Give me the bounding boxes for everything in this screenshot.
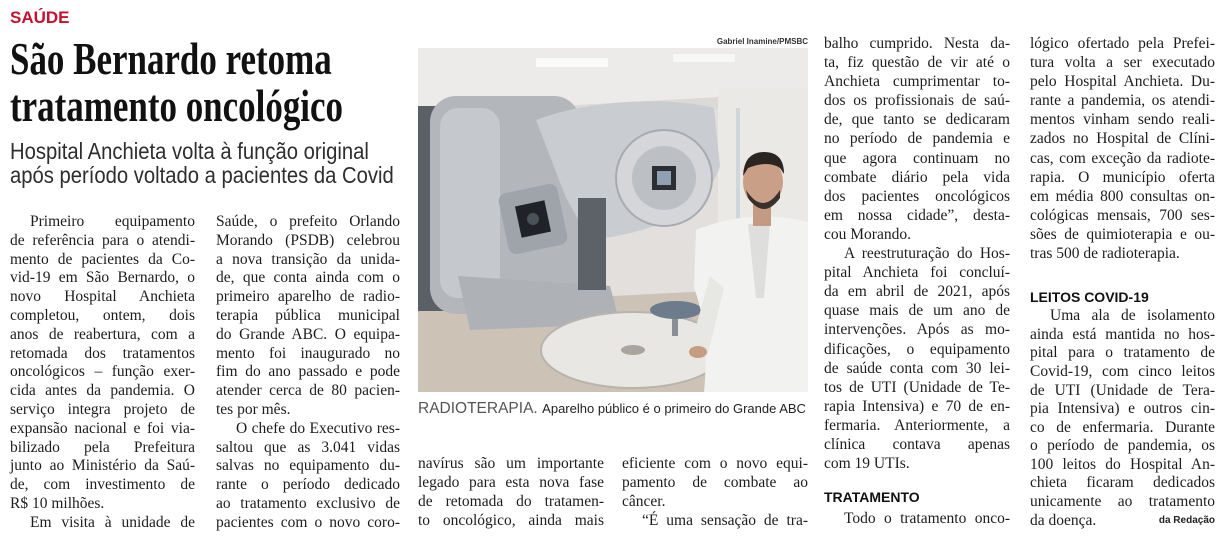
text-line: o período de pandemia, os [1030,437,1215,455]
text-line: expansão nacional e foi via- [10,419,195,437]
section-label: SAÚDE [10,8,70,27]
paragraph [824,34,1010,244]
paragraph [10,213,195,514]
text-line: co de enfermaria. Durante [1030,418,1215,436]
subsection-heading-tratamento: TRATAMENTO [824,489,920,506]
text-line: terapia pública municipal [216,306,400,324]
text-line: navírus são um importante [418,455,604,472]
text-line: em nossa cidade”, desta- [824,206,1010,224]
caption-label: RADIOTERAPIA. [418,400,538,417]
text-line: ainda está mantida no hos- [1030,325,1215,343]
text-line: com 19 UTIs. [824,455,910,473]
text-line: zados no Hospital de Clíni- [1030,130,1215,148]
text-line: anos de reabertura, com a [10,325,195,343]
text-line: Uma ala de isolamento [1050,307,1215,325]
text-line: dos os profissionais de saú- [824,92,1010,110]
photo-credit: Gabriel Inamine/PMSBC [716,37,808,46]
photo-illustration [418,48,808,392]
text-line: unicamente ao tratamento [1030,493,1215,511]
text-line: completou, ontem, dois [10,306,195,324]
text-line: mento de pacientes da Co- [10,250,195,268]
text-line: eficiente com o novo equi- [622,455,808,472]
caption-text: Aparelho público é o primeiro do Grande ABC [542,401,806,416]
text-line: Covid-19, com cinco leitos [1030,362,1215,380]
headline [10,35,448,129]
treatment-head [616,130,712,226]
paragraph [622,511,808,530]
text-line: intervenções. Após as mo- [824,321,1010,339]
column-1 [10,213,195,533]
paragraph [1030,34,1215,263]
text-line: mento foi inaugurado no [216,344,400,362]
text-line: primeiro aparelho de radio- [216,288,400,306]
paragraph [824,244,1010,473]
text-line: tras 500 de radioterapia. [1030,245,1180,263]
text-line: que agora continuam no [824,149,1010,167]
headline-line: tratamento oncológico [10,80,344,131]
column-6 [1030,34,1215,530]
paragraph [216,420,400,533]
text-line: O chefe do Executivo res- [236,419,400,437]
text-line: da doença. [1030,511,1097,529]
text-line: dificações, o equipamento [824,340,1010,358]
text-line: pia Intensiva) e outros cin- [1030,400,1215,418]
text-line: novo Hospital Anchieta [10,288,195,306]
text-line: pacientes com o novo coro- [216,513,400,531]
text-line: do Grande ABC. O equipa- [216,325,400,343]
text-line: Primeiro equipamento [30,213,195,230]
text-line: câncer. [622,493,666,510]
text-line: R$ 10 milhões. [10,494,105,512]
text-line: A reestruturação do Hos- [844,245,1010,263]
text-line: de retomada do tratamen- [418,493,604,510]
headline-line: São Bernardo retoma [10,33,332,84]
text-line: tura volta a ser executado [1030,54,1215,72]
text-line: mentos vinham sendo reali- [1030,111,1215,129]
text-line: tes por mês. [216,400,291,418]
byline: da Redação [1158,515,1215,526]
text-line: Anchieta cumprimentar to- [824,73,1010,91]
text-line: de referência para o atendi- [10,231,195,249]
text-line: Saúde, o prefeito Orlando [216,213,400,230]
subsection-heading-leitos: LEITOS COVID-19 [1030,289,1149,306]
text-line: pital para o tratamento de [1030,344,1215,362]
text-line: quase mais de um ano de [824,302,1010,320]
text-line: atender cerca de 80 pacien- [216,382,400,400]
text-line: Todo o tratamento onco- [844,510,1010,528]
text-line: pamento de combate ao [622,474,808,491]
text-line: combate diário pela vida [824,168,1010,186]
text-line: de, que conta ainda com o [216,269,400,287]
text-line: retomada dos tratamentos [10,344,195,362]
text-line: fim do ano passado e pode [216,363,400,381]
text-line: no período de pandemia e [824,130,1010,148]
text-line: sões de quimioterapia e ou- [1030,225,1215,243]
text-line: to oncológico, ainda mais [418,512,604,529]
text-line: de, com investimento de [10,476,195,494]
subheadline-line: após período voltado a pacientes da Covid [10,162,394,188]
text-line: rapia. O município oferta [1030,168,1215,186]
paragraph [622,454,808,511]
text-line: tos de UTI (Unidade de Te- [824,378,1010,396]
text-line: saltou que as 3.041 vidas [216,438,400,456]
paragraph [418,454,604,530]
subheadline [10,139,446,187]
text-line: pital Anchieta foi concluí- [824,264,1010,282]
text-line: rante o período dedicado [216,476,400,494]
text-line: dos pacientes oncológicos [824,187,1010,205]
text-line: ta, fiz questão de vir até o [824,54,1010,72]
paragraph [824,509,1010,528]
text-line: a nova transição da unida- [216,250,400,268]
text-line: rante a pandemia, os atendi- [1030,92,1215,110]
text-line: clínica contava apenas [824,435,1010,453]
text-line: vid-19 em São Bernardo, o [10,269,195,287]
paragraph [216,213,400,420]
text-line: legado para esta nova fase [418,474,604,491]
imager-panel [497,182,569,255]
column-4 [622,454,808,530]
text-line: bilizado pela Prefeitura [10,438,195,456]
text-line: salvas no equipamento du- [216,457,400,475]
text-line: de saúde conta com 30 lei- [824,359,1010,377]
text-line: fermaria. Anteriormente, a [824,416,1010,434]
text-line: rapia Intensiva) e 70 de en- [824,397,1010,415]
text-line: cou Morando. [824,225,911,243]
column-3 [418,454,604,530]
paragraph [1030,307,1215,530]
text-line: Morando (PSDB) celebrou [216,231,400,249]
column-5 [824,34,1010,528]
text-line: ao tratamento exclusivo de [216,494,400,512]
text-line: 100 leitos do Hospital An- [1030,455,1215,473]
text-line: de, que tanto se dedicaram [824,111,1010,129]
text-line: da em abril de 2021, após [824,283,1010,301]
text-line: serviço integra projeto de [10,400,195,418]
text-line: junto ao Ministério da Saú- [10,457,195,475]
text-line: “É uma sensação de tra- [642,512,808,529]
subheadline-line: Hospital Anchieta volta à função original [10,138,369,164]
text-line: cológicas mensais, 700 ses- [1030,206,1215,224]
text-line: cida antes da pandemia. O [10,382,195,400]
column-2 [216,213,400,533]
text-line: pelo Hospital Anchieta. Du- [1030,73,1215,91]
text-line: de UTI (Unidade de Tera- [1030,381,1215,399]
text-line: lógico ofertado pela Prefei- [1030,35,1215,52]
text-line: oncológicos – função exer- [10,363,195,381]
text-line: Em visita à unidade de [30,513,195,531]
text-line: chieta ficaram dedicados [1030,474,1215,492]
text-line: balho cumprido. Nesta da- [824,35,1010,52]
paragraph [10,514,195,533]
text-line: cas, com exceção da radiote- [1030,149,1215,167]
photo-caption [418,400,810,418]
photo-radiotherapy-room [418,48,808,392]
text-line: em média 800 consultas on- [1030,187,1215,205]
